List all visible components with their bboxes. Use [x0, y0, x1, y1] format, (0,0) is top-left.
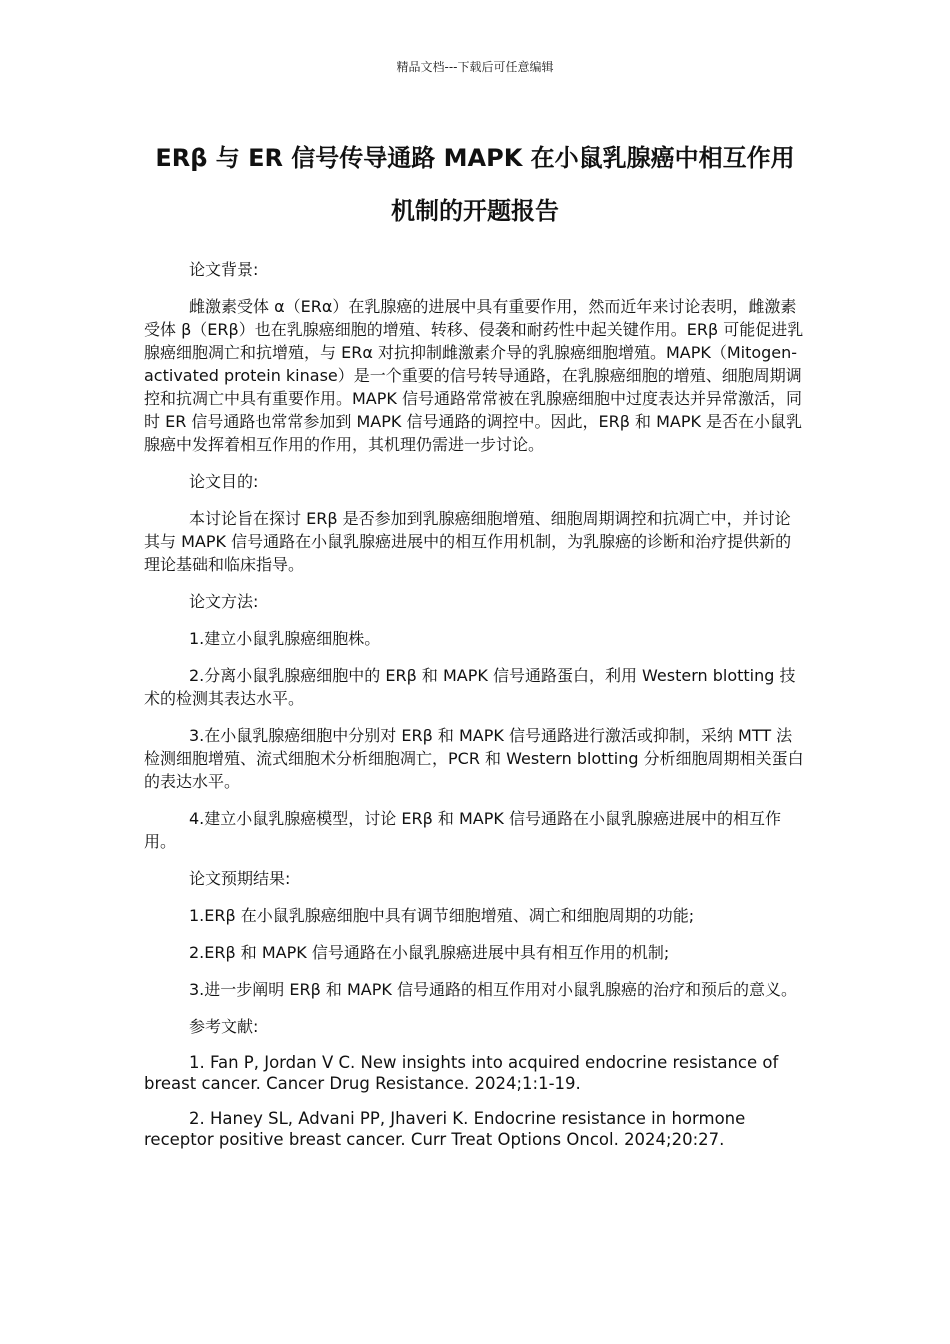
page-header-note: 精品文档---下载后可任意编辑: [396, 60, 554, 74]
method-item-4: 4.建立小鼠乳腺癌模型，讨论 ERβ 和 MAPK 信号通路在小鼠乳腺癌进展中的相互作用。: [144, 809, 781, 851]
result-item-3: 3.进一步阐明 ERβ 和 MAPK 信号通路的相互作用对小鼠乳腺癌的治疗和预后的意义。: [189, 980, 797, 999]
result-item-2: 2.ERβ 和 MAPK 信号通路在小鼠乳腺癌进展中具有相互作用的机制;: [189, 943, 670, 962]
methods-heading: 论文方法:: [189, 592, 259, 611]
reference-item-1: 1. Fan P, Jordan V C. New insights into acquired endocrine resistance of breast cancer. Cancer Drug Resistance. 2024;1:1-19.: [144, 1053, 779, 1093]
purpose-heading: 论文目的:: [189, 472, 259, 491]
title-line-1: ERβ 与 ER 信号传导通路 MAPK 在小鼠乳腺癌中相互作用: [155, 144, 795, 172]
method-item-3: 3.在小鼠乳腺癌细胞中分别对 ERβ 和 MAPK 信号通路进行激活或抑制，采纳 MTT 法检测细胞增殖、流式细胞术分析细胞凋亡，PCR 和 Western blotting 分析细胞周期相关蛋白的表达水平。: [144, 726, 804, 791]
method-item-1: 1.建立小鼠乳腺癌细胞株。: [189, 629, 381, 648]
method-item-2: 2.分离小鼠乳腺癌细胞中的 ERβ 和 MAPK 信号通路蛋白，利用 Western blotting 技术的检测其表达水平。: [144, 666, 796, 708]
result-item-1: 1.ERβ 在小鼠乳腺癌细胞中具有调节细胞增殖、凋亡和细胞周期的功能;: [189, 906, 695, 925]
background-heading: 论文背景:: [189, 260, 259, 279]
purpose-paragraph: 本讨论旨在探讨 ERβ 是否参加到乳腺癌细胞增殖、细胞周期调控和抗凋亡中，并讨论其与 MAPK 信号通路在小鼠乳腺癌进展中的相互作用机制，为乳腺癌的诊断和治疗提供新的理论基础和临床指导。: [144, 509, 792, 574]
results-heading: 论文预期结果:: [189, 869, 291, 888]
document-title: [120, 132, 830, 238]
document-body: [144, 258, 806, 1164]
title-line-2: 机制的开题报告: [391, 197, 559, 225]
background-paragraph: 雌激素受体 α（ERα）在乳腺癌的进展中具有重要作用，然而近年来讨论表明，雌激素受体 β（ERβ）也在乳腺癌细胞的增殖、转移、侵袭和耐药性中起关键作用。ERβ 可能促进乳腺癌细胞凋亡和抗增殖，与 ERα 对抗抑制雌激素介导的乳腺癌细胞增殖。MAPK（Mitogen-activated protein kinase）是一个重要的信号转导通路，在乳腺癌细胞的增殖、细胞周期调控和抗凋亡中具有重要作用。MAPK 信号通路常常被在乳腺癌细胞中过度表达并异常激活，同时 ER 信号通路也常常参加到 MAPK 信号通路的调控中。因此，ERβ 和 MAPK 是否在小鼠乳腺癌中发挥着相互作用的作用，其机理仍需进一步讨论。: [144, 297, 804, 454]
reference-item-2: 2. Haney SL, Advani PP, Jhaveri K. Endocrine resistance in hormone receptor positive breast cancer. Curr Treat Options Oncol. 2024;20:27.: [144, 1109, 746, 1149]
references-heading: 参考文献:: [189, 1017, 259, 1036]
